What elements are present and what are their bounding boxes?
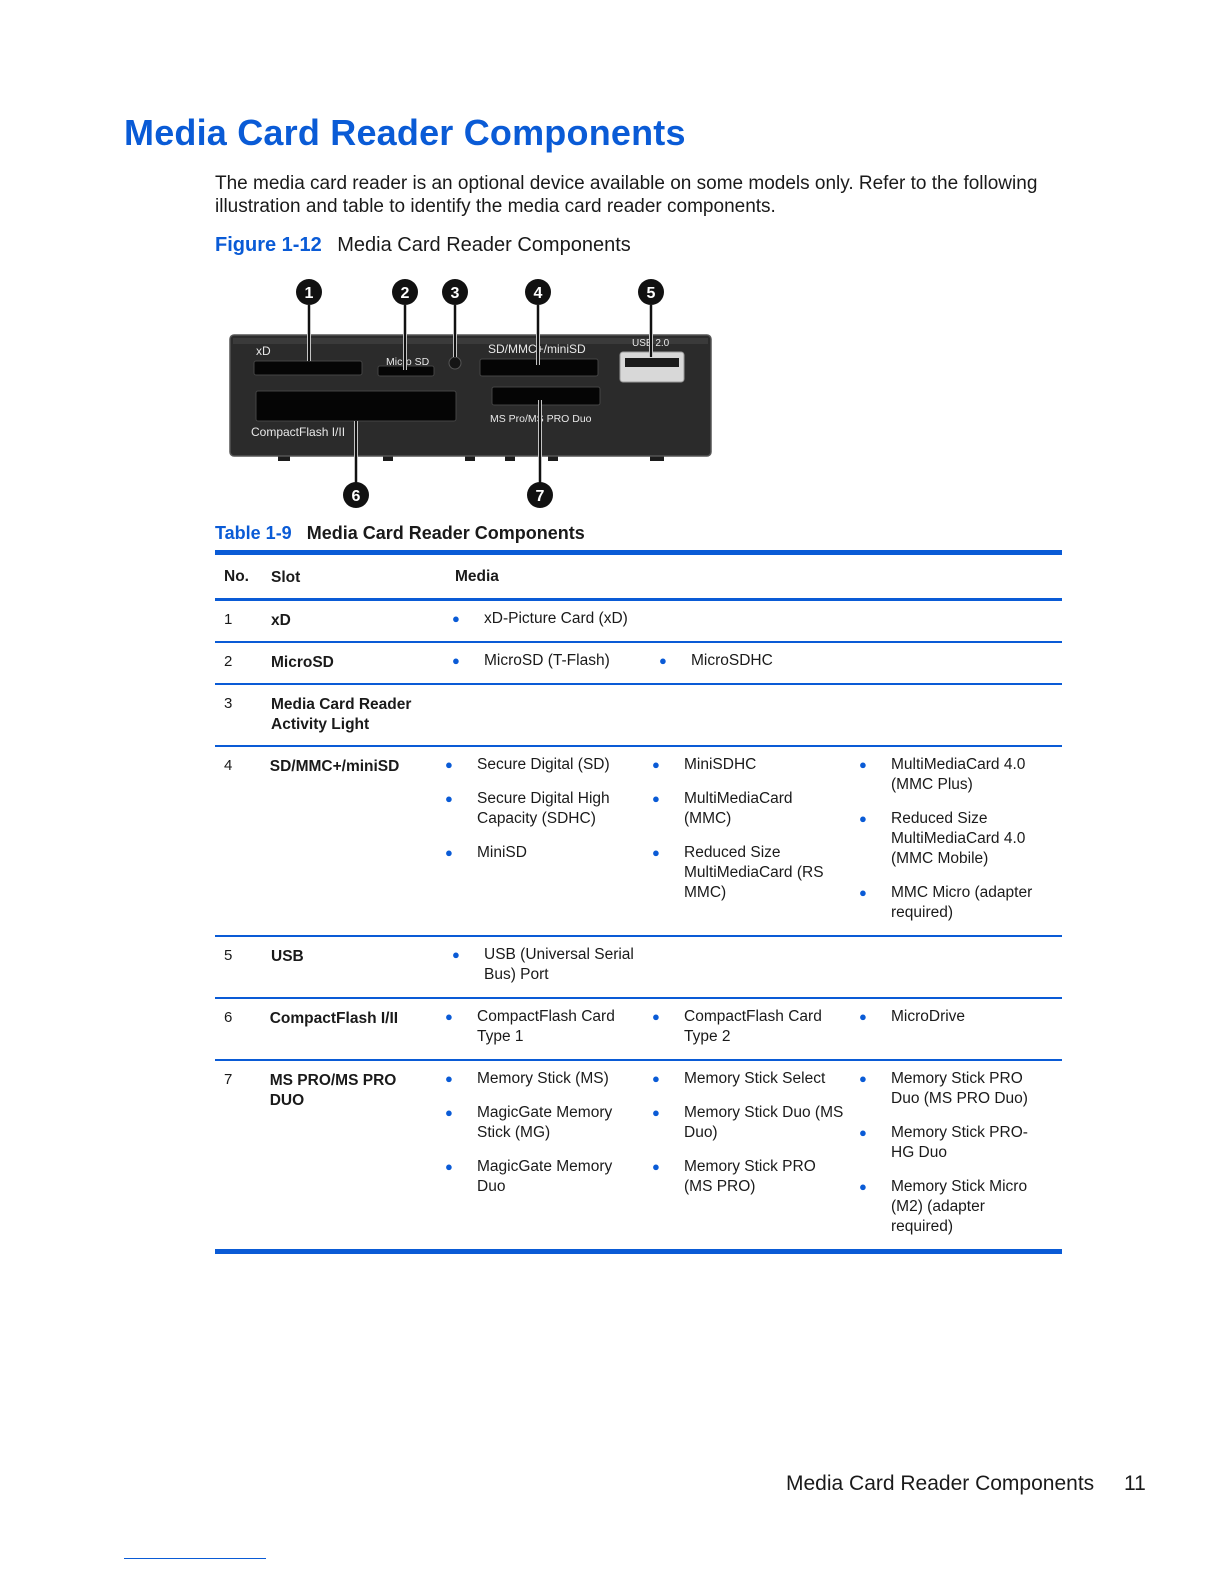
- row-number: 1: [224, 611, 233, 628]
- bullet-icon: ●: [652, 1105, 660, 1120]
- media-item: [441, 1103, 648, 1143]
- bullet-icon: ●: [859, 1125, 867, 1140]
- bullet-icon: ●: [445, 757, 453, 772]
- callout-3-number: 3: [450, 285, 460, 302]
- media-item-text: Memory Stick PRO (MS PRO): [684, 1158, 816, 1195]
- table-header-row: [215, 555, 1062, 599]
- media-item-text: Memory Stick PRO-HG Duo: [891, 1124, 1028, 1161]
- bullet-icon: ●: [445, 845, 453, 860]
- media-column: [448, 945, 655, 985]
- figure-caption: [215, 234, 631, 257]
- media-column: [855, 1007, 1062, 1047]
- figure-title: Media Card Reader Components: [337, 234, 631, 256]
- intro-paragraph: The media card reader is an optional device available on some models only. Refer to the following illustration and table to identify the media card reader components.: [215, 173, 1038, 217]
- table-row: [215, 997, 1062, 1059]
- bullet-icon: ●: [445, 1071, 453, 1086]
- row-slot: Media Card Reader Activity Light: [271, 696, 412, 733]
- row-slot: MS PRO/MS PRO DUO: [269, 1072, 397, 1109]
- media-column: [441, 1069, 648, 1237]
- media-item-text: MagicGate Memory Stick (MG): [477, 1104, 613, 1141]
- media-item: [648, 1007, 855, 1047]
- media-item-text: Secure Digital High Capacity (SDHC): [477, 790, 610, 827]
- media-card-reader-illustration: [220, 275, 720, 515]
- label-usb: USB 2.0: [632, 338, 670, 349]
- media-item-text: MiniSD: [477, 844, 527, 861]
- media-item-text: Memory Stick Micro (M2) (adapter required): [891, 1178, 1028, 1235]
- bullet-icon: ●: [652, 1159, 660, 1174]
- media-item: [855, 1177, 1062, 1237]
- media-item: [855, 1069, 1062, 1109]
- header-media: Media: [455, 568, 499, 585]
- bullet-icon: ●: [652, 757, 660, 772]
- media-item-text: Memory Stick (MS): [477, 1070, 609, 1087]
- media-item-text: Memory Stick Duo (MS Duo): [684, 1104, 844, 1141]
- footnote-rule: [124, 1558, 266, 1559]
- row-media: [441, 747, 1062, 935]
- media-item-text: CompactFlash Card Type 2: [684, 1008, 822, 1045]
- media-item: [448, 609, 655, 629]
- media-item-text: Memory Stick Select: [684, 1070, 826, 1087]
- table-row: [215, 599, 1062, 641]
- page-footer: [786, 1472, 1146, 1496]
- row-slot: MicroSD: [271, 654, 334, 671]
- row-number: 3: [224, 695, 233, 712]
- media-column: [655, 651, 862, 671]
- media-column: [448, 609, 655, 629]
- label-sdmmc: SD/MMC+/miniSD: [488, 342, 586, 356]
- table-caption: [215, 523, 585, 544]
- table-row: [215, 683, 1062, 745]
- media-item-text: MicroSDHC: [691, 652, 773, 669]
- callout-1-number: 1: [304, 285, 314, 302]
- media-item-text: Memory Stick PRO Duo (MS PRO Duo): [891, 1070, 1028, 1107]
- row-media: [441, 1061, 1062, 1249]
- bullet-icon: ●: [859, 757, 867, 772]
- row-slot: SD/MMC+/miniSD: [269, 758, 400, 775]
- media-column: [441, 1007, 648, 1047]
- media-item: [448, 945, 655, 985]
- callout-5-number: 5: [646, 285, 656, 302]
- media-item: [441, 789, 648, 829]
- table-body: [215, 599, 1062, 1249]
- row-media: [448, 643, 1062, 683]
- ms-pro-slot: [492, 387, 600, 405]
- media-item: [441, 1007, 648, 1047]
- media-item-text: MagicGate Memory Duo: [477, 1158, 613, 1195]
- media-column: [648, 755, 855, 923]
- row-number: 2: [224, 653, 233, 670]
- row-slot: xD: [271, 612, 291, 629]
- table-row: [215, 935, 1062, 997]
- media-item-text: Reduced Size MultiMediaCard 4.0 (MMC Mobile): [891, 810, 1026, 867]
- bullet-icon: ●: [445, 791, 453, 806]
- row-media: [448, 601, 1062, 641]
- row-media: [448, 937, 1062, 997]
- media-item-text: MiniSDHC: [684, 756, 757, 773]
- media-item-text: MMC Micro (adapter required): [891, 884, 1033, 921]
- media-item: [648, 789, 855, 829]
- media-item: [448, 651, 655, 671]
- media-item: [648, 1103, 855, 1143]
- table-row: [215, 745, 1062, 935]
- bullet-icon: ●: [652, 791, 660, 806]
- media-item: [855, 755, 1062, 795]
- label-microsd: Micro SD: [386, 356, 430, 368]
- table-row: [215, 1059, 1062, 1249]
- media-item-text: MicroSD (T-Flash): [484, 652, 610, 669]
- bullet-icon: ●: [445, 1009, 453, 1024]
- bullet-icon: ●: [452, 611, 460, 626]
- media-item-text: Reduced Size MultiMediaCard (RS MMC): [684, 844, 824, 901]
- media-item: [441, 1157, 648, 1197]
- bullet-icon: ●: [859, 1009, 867, 1024]
- label-compactflash: CompactFlash I/II: [251, 425, 346, 439]
- header-slot: Slot: [271, 569, 301, 586]
- label-xd: xD: [256, 344, 271, 358]
- media-column: [855, 1069, 1062, 1237]
- bullet-icon: ●: [445, 1105, 453, 1120]
- bullet-icon: ●: [859, 1071, 867, 1086]
- row-media: [448, 685, 1062, 745]
- row-number: 7: [224, 1071, 233, 1088]
- page-number: 11: [1124, 1472, 1146, 1495]
- media-item: [648, 1069, 855, 1089]
- components-table: [215, 550, 1062, 1254]
- media-item: [855, 1007, 1062, 1027]
- bullet-icon: ●: [659, 653, 667, 668]
- page-title: Media Card Reader Components: [124, 112, 686, 153]
- callout-7-number: 7: [535, 488, 545, 505]
- media-item: [855, 883, 1062, 923]
- bullet-icon: ●: [652, 845, 660, 860]
- media-item: [648, 755, 855, 775]
- activity-light: [449, 357, 461, 369]
- row-slot: CompactFlash I/II: [269, 1010, 399, 1027]
- media-column: [648, 1007, 855, 1047]
- bullet-icon: ●: [859, 1179, 867, 1194]
- row-number: 4: [224, 757, 233, 774]
- media-item: [441, 1069, 648, 1089]
- row-number: 6: [224, 1009, 233, 1026]
- media-item: [441, 843, 648, 863]
- bullet-icon: ●: [452, 947, 460, 962]
- bullet-icon: ●: [652, 1071, 660, 1086]
- table-number: Table 1-9: [215, 523, 292, 543]
- media-item-text: USB (Universal Serial Bus) Port: [484, 946, 634, 983]
- row-number: 5: [224, 947, 233, 964]
- media-column: [448, 651, 655, 671]
- xd-slot: [254, 361, 362, 375]
- media-item-text: xD-Picture Card (xD): [484, 610, 628, 627]
- bullet-icon: ●: [859, 811, 867, 826]
- figure-number: Figure 1-12: [215, 234, 322, 256]
- media-item-text: CompactFlash Card Type 1: [477, 1008, 615, 1045]
- bullet-icon: ●: [859, 885, 867, 900]
- media-item: [441, 755, 648, 775]
- bullet-icon: ●: [452, 653, 460, 668]
- compactflash-slot: [256, 391, 456, 421]
- footer-text: Media Card Reader Components: [786, 1472, 1095, 1495]
- media-item-text: MultiMediaCard 4.0 (MMC Plus): [891, 756, 1026, 793]
- label-mspro: MS Pro/MS PRO Duo: [490, 413, 592, 425]
- media-item: [648, 843, 855, 903]
- media-item: [648, 1157, 855, 1197]
- media-item: [655, 651, 862, 671]
- callout-4-number: 4: [533, 285, 543, 302]
- bullet-icon: ●: [445, 1159, 453, 1174]
- table-title: Media Card Reader Components: [306, 523, 585, 543]
- media-item-text: Secure Digital (SD): [477, 756, 610, 773]
- media-item: [855, 1123, 1062, 1163]
- media-item-text: MultiMediaCard (MMC): [684, 790, 793, 827]
- callout-2-number: 2: [400, 285, 410, 302]
- media-item: [855, 809, 1062, 869]
- media-column: [441, 755, 648, 923]
- row-media: [441, 999, 1062, 1059]
- header-no: No.: [224, 568, 249, 585]
- row-slot: USB: [271, 948, 304, 965]
- callout-6-number: 6: [351, 488, 361, 505]
- media-item-text: MicroDrive: [891, 1008, 966, 1025]
- bullet-icon: ●: [652, 1009, 660, 1024]
- table-row: [215, 641, 1062, 683]
- media-column: [648, 1069, 855, 1237]
- media-column: [855, 755, 1062, 923]
